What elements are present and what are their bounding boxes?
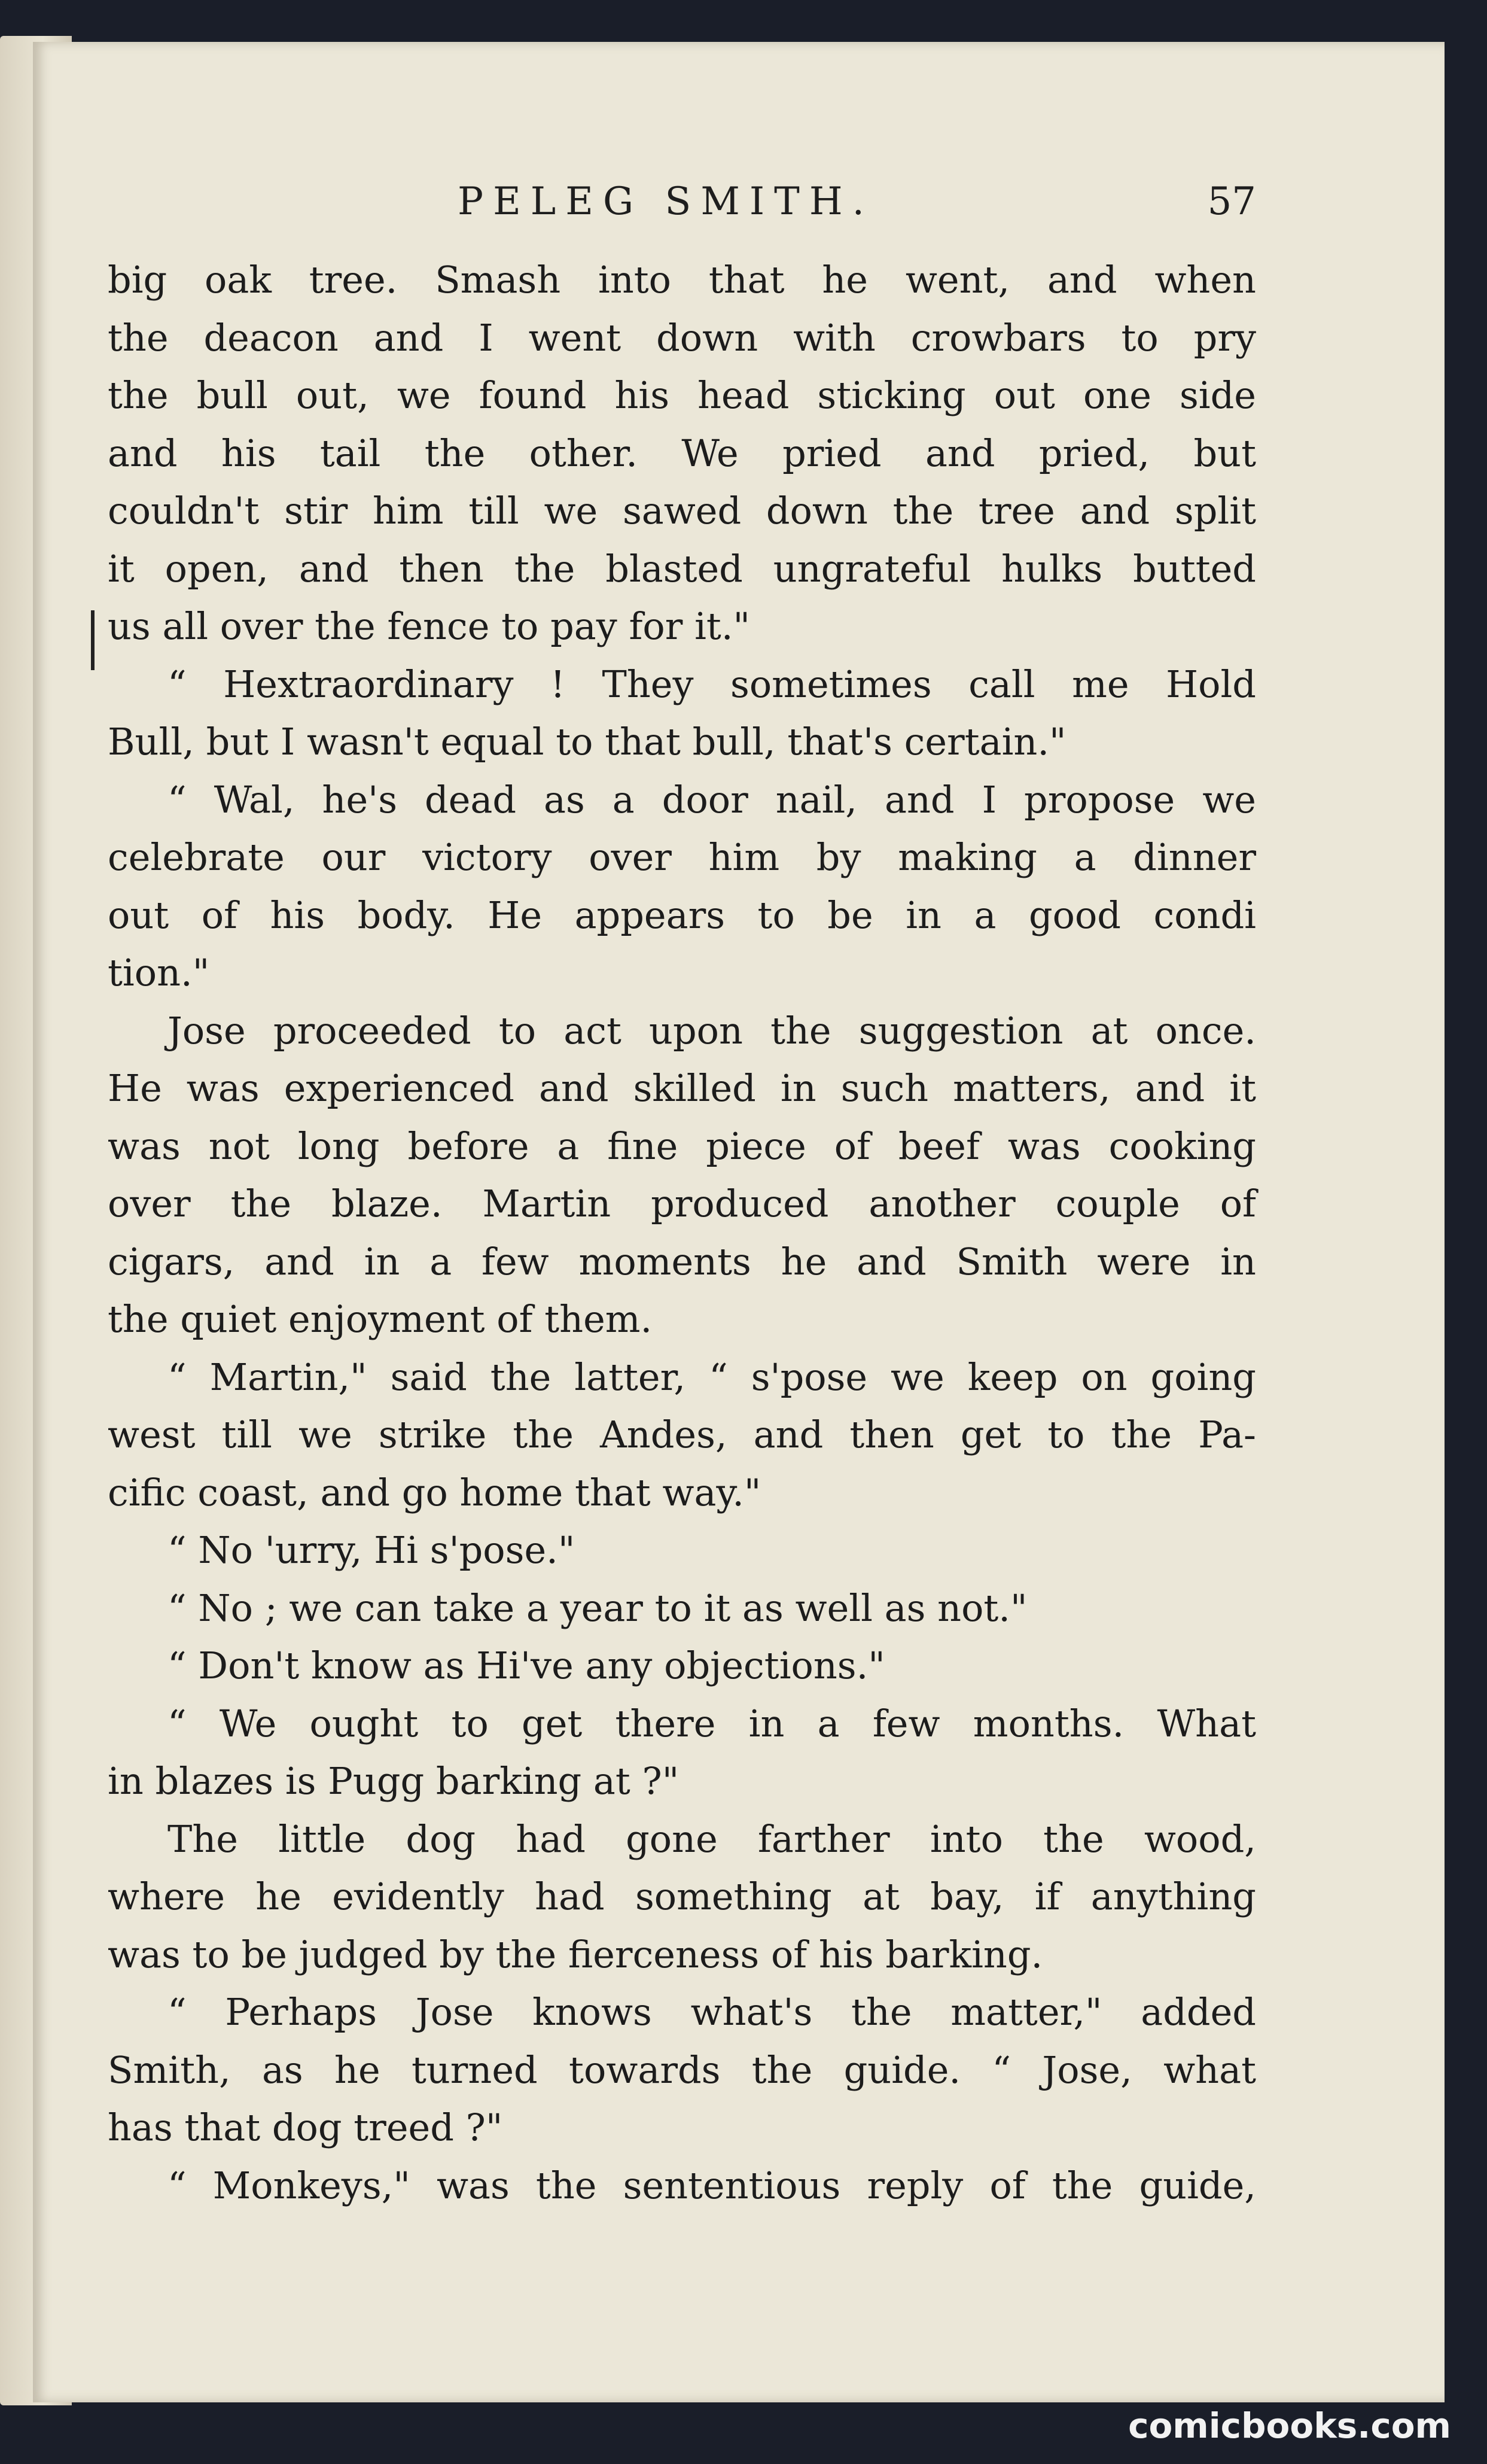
text-line: has that dog treed ?": [108, 2106, 503, 2149]
text-line: tion.": [108, 951, 210, 994]
page-header: [120, 180, 1256, 233]
text-line: He was experienced and skilled in such matters, and it: [108, 1066, 1256, 1110]
text-line: was not long before a fine piece of beef was cooking: [108, 1124, 1256, 1168]
text-line: cific coast, and go home that way.": [108, 1470, 761, 1514]
text-line: in blazes is Pugg barking at ?": [108, 1759, 679, 1803]
text-line: Smith, as he turned towards the guide. “ Jose, what: [108, 2048, 1256, 2092]
text-line: the quiet enjoyment of them.: [108, 1297, 653, 1341]
text-line: and his tail the other. We pried and pried, but: [108, 431, 1256, 475]
text-line: The little dog had gone farther into the wood,: [167, 1817, 1256, 1861]
text-line: celebrate our victory over him by making a dinner: [108, 835, 1256, 879]
body-text: [108, 251, 1256, 2214]
running-head: PELEG SMITH.: [458, 180, 874, 224]
text-line: cigars, and in a few moments he and Smith were in: [108, 1239, 1256, 1283]
text-line: us all over the fence to pay for it.": [108, 604, 751, 648]
text-line: Jose proceeded to act upon the suggestion at once.: [167, 1008, 1256, 1052]
text-line: the deacon and I went down with crowbars to pry: [108, 315, 1256, 360]
text-line: it open, and then the blasted ungrateful hulks butted: [108, 546, 1256, 591]
text-line: “ Hextraordinary ! They sometimes call me Hold: [167, 662, 1256, 706]
text-line: “ Don't know as Hi've any objections.": [167, 1644, 885, 1687]
text-line: out of his body. He appears to be in a good condi: [108, 893, 1256, 937]
text-line: “ Martin," said the latter, “ s'pose we keep on going: [167, 1355, 1256, 1399]
text-line: the bull out, we found his head sticking out one side: [108, 373, 1256, 417]
margin-mark: [91, 610, 95, 670]
text-line: “ No 'urry, Hi s'pose.": [167, 1528, 575, 1572]
text-line: was to be judged by the fierceness of his barking.: [108, 1932, 1043, 1976]
text-line: over the blaze. Martin produced another couple of: [108, 1182, 1256, 1225]
text-line: where he evidently had something at bay, if anything: [108, 1875, 1256, 1918]
page-number: 57: [1207, 180, 1256, 224]
text-line: couldn't stir him till we sawed down the tree and split: [108, 489, 1256, 533]
text-line: big oak tree. Smash into that he went, and when: [108, 258, 1256, 302]
text-line: “ We ought to get there in a few months. What: [167, 1701, 1256, 1745]
watermark: comicbooks.com: [1128, 2405, 1451, 2446]
text-line: “ Monkeys," was the sententious reply of the guide,: [167, 2163, 1256, 2207]
text-line: Bull, but I wasn't equal to that bull, that's certain.": [108, 720, 1067, 763]
text-line: “ Wal, he's dead as a door nail, and I propose we: [167, 777, 1256, 822]
text-line: “ Perhaps Jose knows what's the matter," added: [167, 1990, 1256, 2034]
text-line: west till we strike the Andes, and then get to the Pa-: [108, 1413, 1256, 1456]
text-line: “ No ; we can take a year to it as well as not.": [167, 1586, 1028, 1630]
